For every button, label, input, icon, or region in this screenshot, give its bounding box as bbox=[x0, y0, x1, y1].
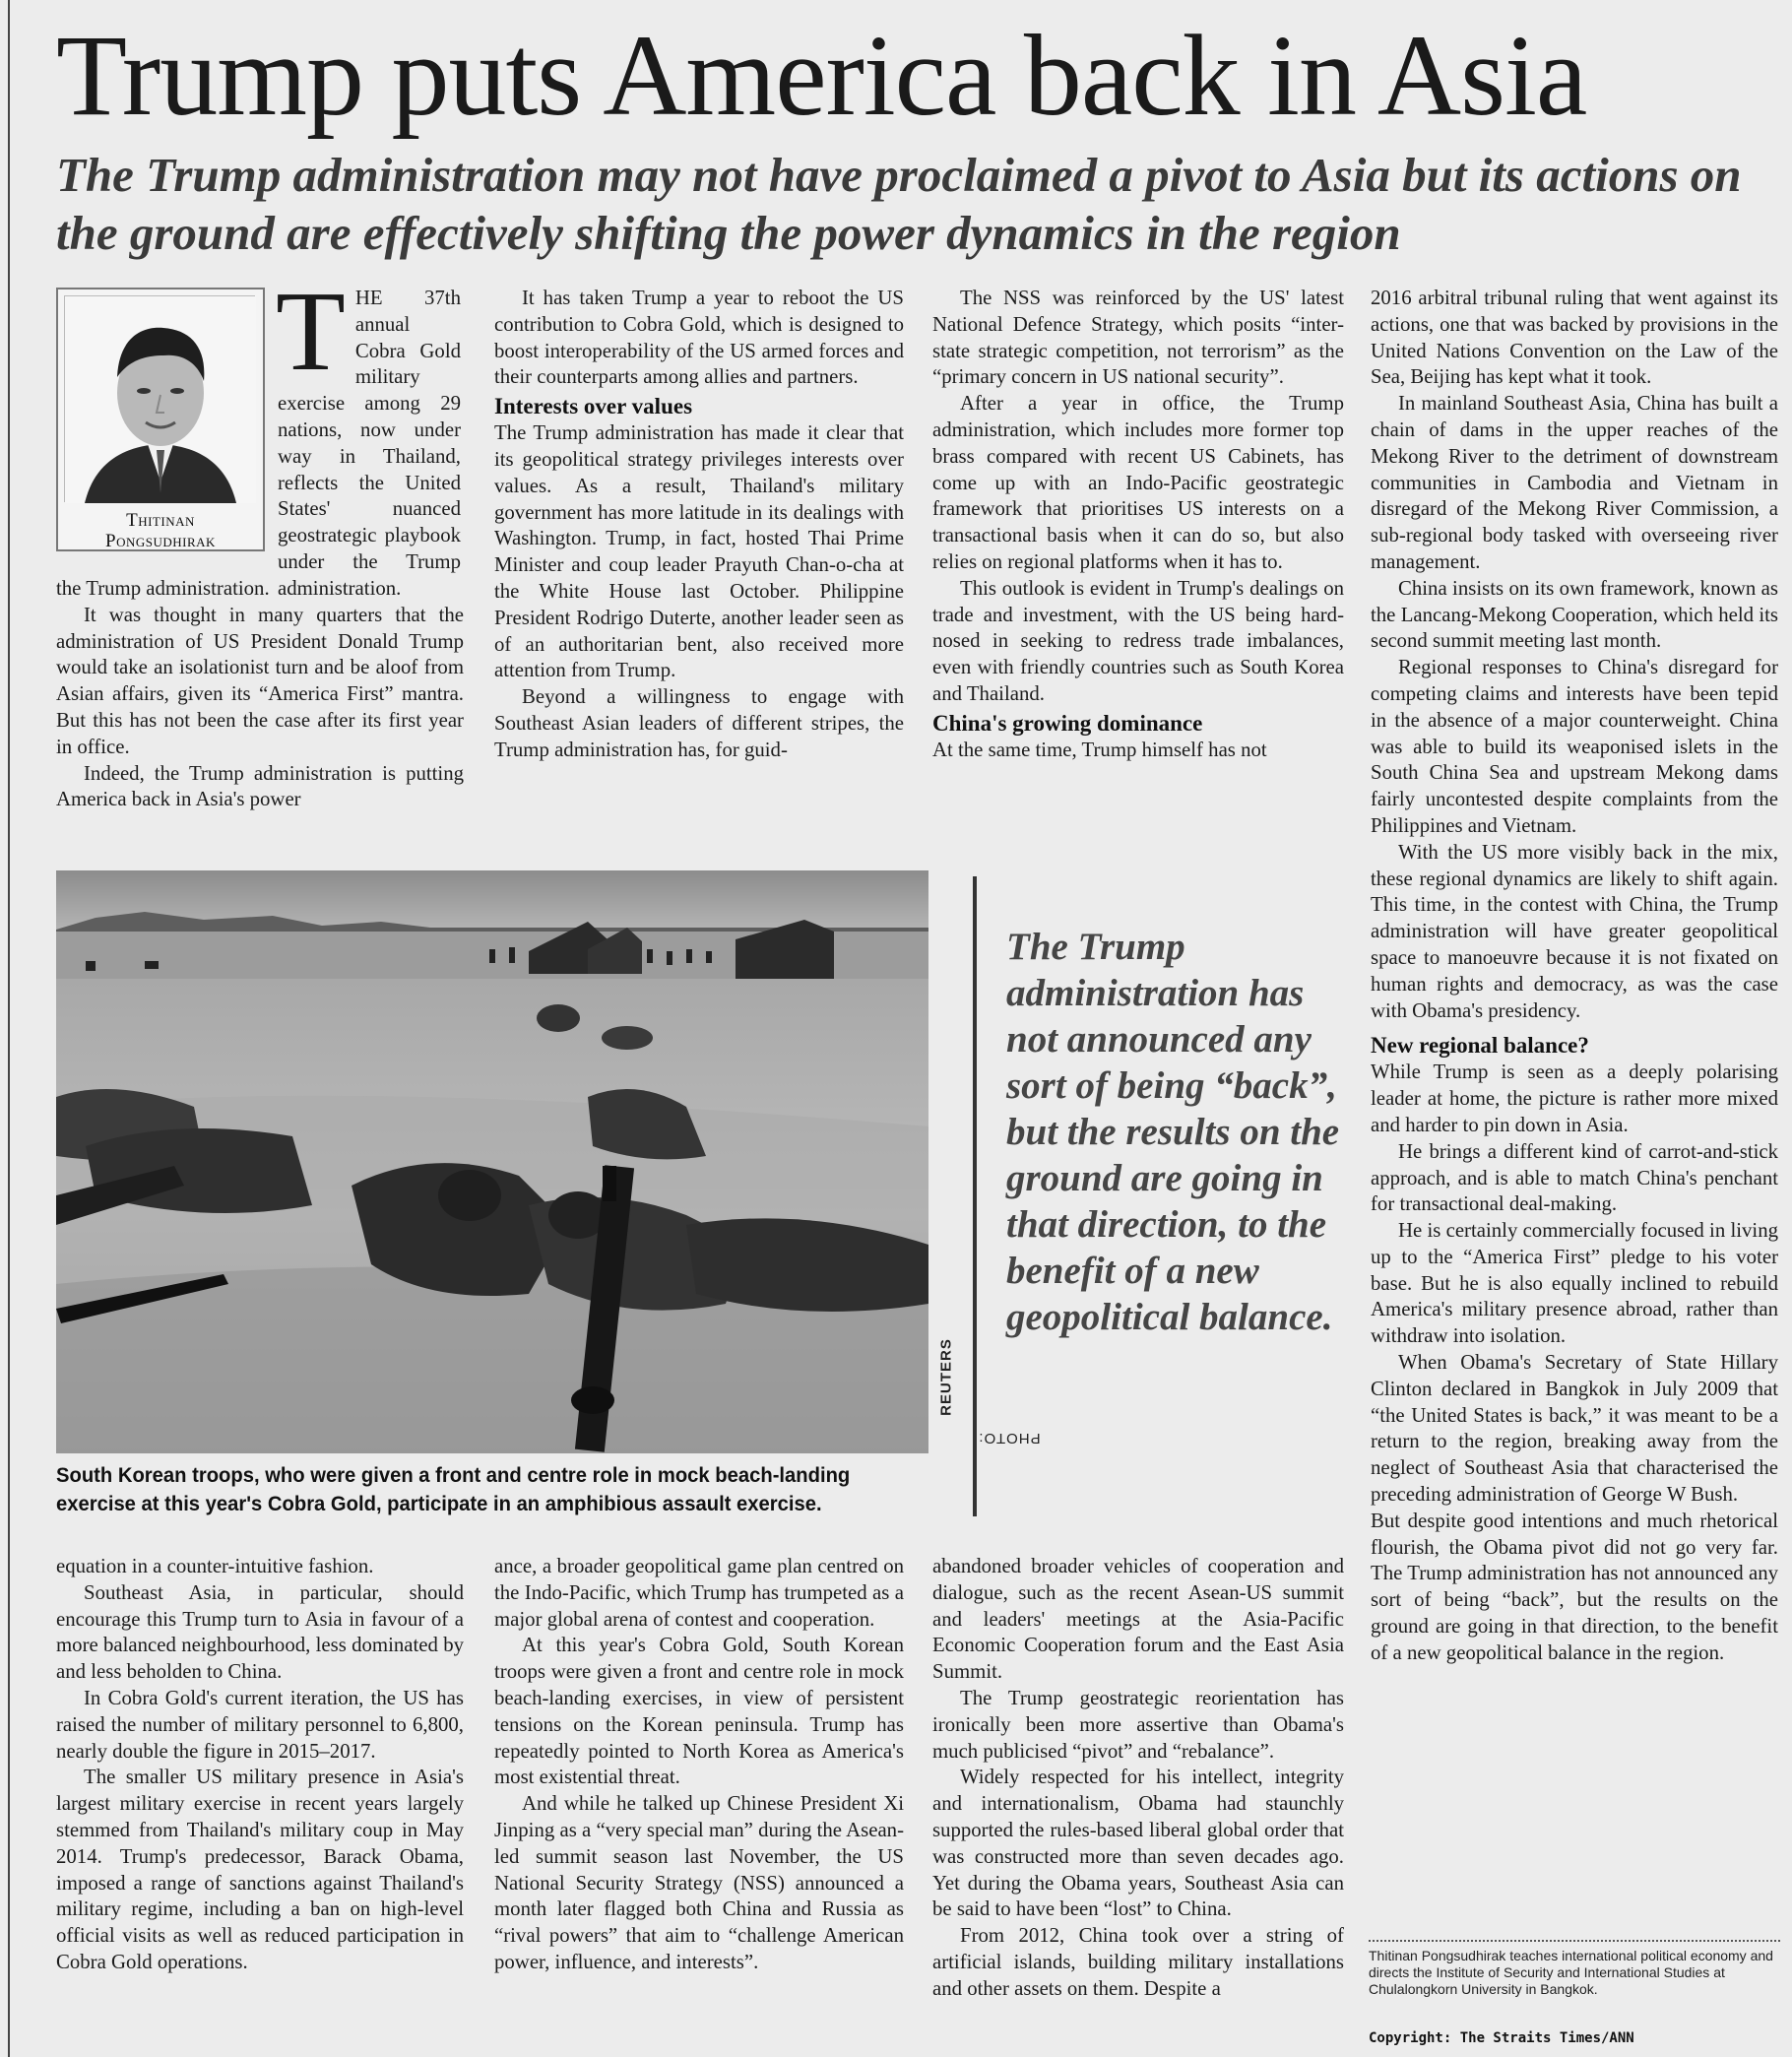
paragraph: Regional responses to China's disregard for competing claims and interests have been tepid in the absence of a major counterweight. China was able to build its weaponised islets in the South China Sea and upstream Mekong dams fairly uncontested despite complaints from the Philippines and Vietnam. bbox=[1371, 656, 1778, 837]
paragraph: While Trump is seen as a deeply polarising leader at home, the picture is rather more mixed and harder to pin down in Asia. bbox=[1371, 1061, 1778, 1136]
column-3-top bbox=[932, 286, 1344, 854]
paragraph: After a year in office, the Trump administration, which includes more former top brass compared with recent US Cabinets, has come up with an Indo-Pacific geostrategic framework that prioritises US interests on a transactional basis when it can do so, but also relies on regional platforms when it has to. bbox=[932, 392, 1344, 573]
paragraph: The Trump administration has made it clear that its geopolitical strategy privileges interests over values. As a result, Thailand's military government has more latitude in its dealings with Washington. Trump, in fact, hosted Thai Prime Minister and coup leader Prayuth Chan-o-cha at the White House last October. Philippine President Rodrigo Duterte, another leader seen as of an authoritarian bent, also received more attention from Trump. bbox=[494, 421, 904, 682]
paragraph: ance, a broader geopolitical game plan centred on the Indo-Pacific, which Trump has trumpeted as a major global arena of contest and cooperation. bbox=[494, 1555, 904, 1631]
paragraph: In Cobra Gold's current iteration, the US has raised the number of military personnel to 6,800, nearly double the figure in 2015–2017. bbox=[56, 1686, 464, 1763]
paragraph: This outlook is evident in Trump's dealings on trade and investment, with the US being hard-nosed in seeking to redress trade imbalances, even with friendly countries such as South Korea and Thailand. bbox=[932, 576, 1344, 705]
paragraph: At the same time, Trump himself has not bbox=[932, 738, 1267, 761]
column-4 bbox=[1371, 286, 1778, 1930]
photo-credit-source: REUTERS bbox=[937, 1338, 955, 1416]
paragraph: 2016 arbitral tribunal ruling that went against its actions, one that was backed by provisions in the United Nations Convention on the Law of the Sea, Beijing has kept what it took. bbox=[1371, 287, 1778, 389]
paragraph: When Obama's Secretary of State Hillary Clinton declared in Bangkok in July 2009 that “the United States is back,” it was meant to be a return to the region, breaking away from the neglect of Southeast Asia that characterised the preceding administration of George W Bush. bbox=[1371, 1351, 1778, 1507]
page-edge-rule bbox=[8, 0, 10, 2057]
column-1-top bbox=[56, 576, 464, 842]
paragraph: The NSS was reinforced by the US' latest National Defence Strategy, which posits “inter-state strategic competition, not terrorism” as the “primary concern in US national security”. bbox=[932, 287, 1344, 389]
subhead-interests: Interests over values bbox=[494, 394, 693, 419]
deck-subheadline: The Trump administration may not have proclaimed a pivot to Asia but its actions on the ground are effectively shifting the power dynamics in the region bbox=[56, 148, 1742, 260]
article-photo bbox=[56, 870, 928, 1453]
paragraph: It was thought in many quarters that the administration of US President Donald Trump would take an isolationist turn and be aloof from Asian affairs, given its “America First” mantra. But this has not been the case after its first year in office. bbox=[56, 603, 464, 758]
photo-credit-label: PHOTO: bbox=[978, 1430, 1041, 1446]
headline: Trump puts America back in Asia bbox=[56, 11, 1587, 140]
author-box bbox=[56, 288, 265, 551]
paragraph: The smaller US military presence in Asia's largest military exercise in recent years largely stemmed from Thailand's military coup in May 2014. Trump's predecessor, Barack Obama, imposed a range of sanctions against Thailand's military regime, including a ban on high-level official visits as well as reduced participation in Cobra Gold operations. bbox=[56, 1766, 464, 1973]
paragraph: He brings a different kind of carrot-and-stick approach, and is able to match China's penchant for transactional deal-making. bbox=[1371, 1139, 1778, 1216]
paragraph: In mainland Southeast Asia, China has built a chain of dams in the upper reaches of the Mekong River to the detriment of downstream communities in Cambodia and Vietnam in disregard of the Mekong River Commission, a sub-regional body tasked with overseeing river management. bbox=[1371, 392, 1778, 573]
lead-paragraph bbox=[276, 269, 461, 603]
lead-continuation: the Trump administration. bbox=[56, 577, 270, 600]
subhead-regional-balance: New regional balance? bbox=[1371, 1033, 1589, 1059]
beach-landing-photo bbox=[56, 870, 928, 1453]
column-1-top-wrap bbox=[276, 269, 461, 600]
paragraph: Widely respected for his intellect, integrity and internationalism, Obama had staunchly supported the rules-based liberal global order that was constructed more than seven decades ago. Yet during the Obama years, Southeast Asia can be said to have been “lost” to China. bbox=[932, 1766, 1344, 1921]
author-portrait bbox=[64, 295, 255, 502]
paragraph: Southeast Asia, in particular, should encourage this Trump turn to Asia in favour of a more balanced neighbourhood, less dominated by and less beholden to China. bbox=[56, 1580, 464, 1684]
photo-caption: South Korean troops, who were given a front and centre role in mock beach-landing exercise at this year's Cobra Gold, participate in an amphibious assault exercise. bbox=[56, 1463, 851, 1515]
paragraph: He is certainly commercially focused in living up to the “America First” pledge to his voter base. But he is also equally inclined to rebuild America's military presence abroad, rather than withdraw into isolation. bbox=[1371, 1219, 1778, 1348]
lead-text-wrap: HE 37th annual Cobra Gold military exercise among 29 nations, now under way in Thailand, reflects the United States' nuanced geostrategic playbook under the Trump administration. bbox=[278, 287, 461, 600]
paragraph: The Trump geostrategic reorientation has ironically been more assertive than Obama's much publicised “pivot” and “rebalance”. bbox=[932, 1686, 1344, 1763]
author-name-first: Thitinan bbox=[126, 510, 195, 531]
paragraph: China insists on its own framework, known as the Lancang-Mekong Cooperation, which held its second summit meeting last month. bbox=[1371, 576, 1778, 653]
subhead-china: China's growing dominance bbox=[932, 710, 1203, 736]
pullquote: The Trump administration has not announced any sort of being “back”, but the results on the ground are going in that direction, to the benefit of a new geopolitical balance. bbox=[1006, 926, 1340, 1338]
author-name-last: Pongsudhirak bbox=[105, 531, 216, 551]
photo-credit bbox=[933, 1306, 1041, 1453]
paragraph: Indeed, the Trump administration is putting America back in Asia's power bbox=[56, 761, 464, 811]
column-1-bottom bbox=[56, 1554, 464, 2057]
column-2-bottom bbox=[494, 1554, 904, 2057]
paragraph: From 2012, China took over a string of artificial islands, building military installations and other assets on them. Despite a bbox=[932, 1924, 1344, 2000]
paragraph: Beyond a willingness to engage with Southeast Asian leaders of different stripes, the Trump administration has, for guid- bbox=[494, 685, 904, 761]
portrait-image bbox=[65, 296, 256, 503]
bio-divider bbox=[1369, 1940, 1780, 1942]
paragraph: At this year's Cobra Gold, South Korean troops were given a front and centre role in mock beach-landing exercises, in view of persistent tensions on the Korean peninsula. Trump has repeatedly pointed to North Korea as America's most existential threat. bbox=[494, 1634, 904, 1789]
paragraph: equation in a counter-intuitive fashion. bbox=[56, 1555, 374, 1577]
copyright-line: Copyright: The Straits Times/ANN bbox=[1369, 2030, 1634, 2046]
paragraph: And while he talked up Chinese President Xi Jinping as a “very special man” during the Asean-led summit season last November, the US National Security Strategy (NSS) announced a month later flagged both China and Russia as “rival powers” that aim to “challenge American power, influence, and interests”. bbox=[494, 1792, 904, 1973]
author-bio: Thitinan Pongsudhirak teaches international political economy and directs the Institute of Security and International Studies at Chulalongkorn University in Bangkok. bbox=[1369, 1948, 1773, 1997]
pullquote-rule bbox=[973, 876, 977, 1516]
paragraph: It has taken Trump a year to reboot the US contribution to Cobra Gold, which is designed to boost interoperability of the US armed forces and their counterparts among allies and partners. bbox=[494, 287, 904, 389]
paragraph: abandoned broader vehicles of cooperation and dialogue, such as the recent Asean-US summit and leaders' meetings at the Asia-Pacific Economic Cooperation forum and the East Asia Summit. bbox=[932, 1555, 1344, 1684]
column-2-top bbox=[494, 286, 904, 854]
paragraph: But despite good intentions and much rhetorical flourish, the Obama pivot did not go very far. The Trump administration has not announced any sort of being “back”, but the results on the ground are going in that direction, to the benefit of a new geopolitical balance in the region. bbox=[1371, 1509, 1778, 1664]
dropcap: T bbox=[276, 269, 346, 395]
paragraph: With the US more visibly back in the mix, these regional dynamics are likely to shift again. This time, in the contest with China, the Trump administration will have greater geopolitical space to manoeuvre because it is not fixated on human rights and democracy, as was the case with Obama's presidency. bbox=[1371, 840, 1778, 1022]
column-3-bottom bbox=[932, 1554, 1344, 2057]
